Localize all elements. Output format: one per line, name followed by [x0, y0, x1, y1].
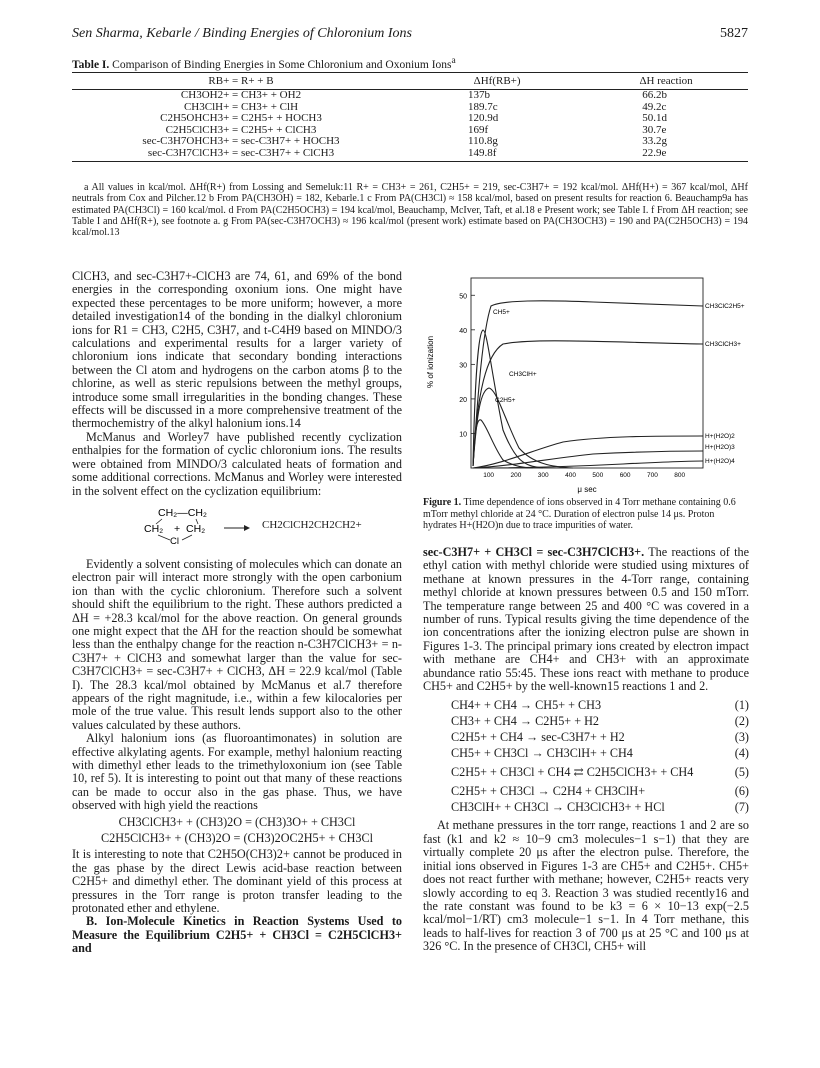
reaction-equation: C2H5+ + CH4 → sec-C3H7+ + H2: [451, 730, 625, 745]
table-row: [72, 90, 748, 102]
figure-caption: [423, 497, 749, 532]
y-ticks: [459, 293, 475, 438]
cyclization-scheme: [72, 502, 402, 554]
x-tick-label: 300: [537, 472, 549, 479]
x-tick-label: 400: [565, 472, 576, 479]
x-axis-unit: μ sec: [577, 485, 597, 494]
x-tick-label: 700: [646, 472, 658, 479]
figure-label: Figure 1.: [423, 497, 462, 508]
figure-caption-text: Time dependence of ions observed in 4 Torr methane containing 0.6 mTorr methyl chloride at 24 °C. Duration of electron pulse 14 μs. Proton hydrates H+(H2O)n due to trace impurities of water.: [423, 497, 736, 531]
table-cell: CH3OH2+ = CH3+ + OH2: [180, 89, 302, 101]
reaction-equation: C2H5+ + CH3Cl + CH4 ⇄ C2H5ClCH3+ + CH4: [451, 765, 694, 780]
paragraph: At methane pressures in the torr range, reactions 1 and 2 are so fast (k1 and k2 ≈ 10−9 cm3 molecules−1 s−1) that they are virtually complete 20 μs after the electron pulse. Therefore, the initial ions observed in Figures 1-3 are CH5+ and C2H5+. CH5+ does not react further with methane; however, C2H5+ reacts very slowly according to eq 3. Reaction 3 was studied recently16 and the rate constant was found to be k3 = 6 × 10−13 exp(−2.5 kcal/mol−1/RT) cm3 molecule−1 s−1. In 4 Torr methane, this leads to half-lives for reaction 3 of 700 μs at 25 °C and 100 μs at 326 °C. In the presence of CH3Cl, CH5+ will: [423, 818, 749, 954]
paragraph: ClCH3, and sec-C3H7+-ClCH3 are 74, 61, and 69% of the bond energies in the corresponding oxonium ions. One might have expected these percentages to be more uniform; however, a more detailed investigation14 of the bonding in the dialkyl chloronium ions for R1 = CH3, C2H5, C3H7, and t-C4H9 based on MINDO/3 calculations and experimental results for a larger variety of chloronium ions indicate that secondary bonding interactions between the Cl atom and hydrogens on the carbon atoms β to the chlorine, as well as steric repulsions between the methyl groups, introduce some small irregularities in the bonding changes. These effects will be discussed in a more comprehensive treatment of the thermochemistry of the alkyl halonium ions.14: [72, 269, 402, 431]
y-tick-label: 30: [459, 362, 467, 370]
running-header: [72, 26, 748, 46]
left-column: [72, 270, 402, 956]
table-label: Table I.: [72, 58, 110, 71]
right-column: [423, 546, 749, 954]
reaction-equation: C2H5+ + CH3Cl → C2H4 + CH3ClH+: [451, 784, 646, 799]
table-row: [72, 136, 748, 148]
label-ch3clch3: CH3ClCH3+: [705, 341, 741, 348]
equation: CH3ClCH3+ + (CH3)2O = (CH3)3O+ + CH3Cl: [118, 814, 356, 829]
paragraph: It is interesting to note that C2H5O(CH3)2+ cannot be produced in the gas phase by the direct Lewis acid-base reaction between C2H5+ and dimethyl ether. The dominant yield of this process at pressures in the Torr range is proton transfer leading to the protonated ether and ethylene.: [72, 847, 402, 916]
table-footnote: a All values in kcal/mol. ΔHf(R+) from Lossing and Semeluk:11 R+ = CH3+ = 261, C2H5+ = 219, sec-C3H7+ = 192 kcal/mol. ΔHf(H+) = 367 kcal/mol, ΔHf neutrals from Cox and Pilcher.12 b From PA(CH3OH) = 182, Kebarle.1 c From PA(CH3Cl) ≈ 158 kcal/mol, based on present results for reaction 6. Beauchamp9a has estimated PA(CH3Cl) = 160 kcal/mol. d From PA(C2H5OCH3) = 194 kcal/mol, Beauchamp, McIver, Taft, et al.18 e Present work; see Table I. f From ΔH reaction; see Table I and ΔHf(R+), see footnote a. g From PA(sec-C3H7OCH3) ≈ 196 kcal/mol (present work) estimate based on PA(CH3OCH3) = 190 and PA(C2H5OCH3) = 194 kcal/mol.13: [72, 182, 748, 239]
y-tick-label: 50: [459, 293, 467, 301]
reaction-number: (4): [734, 746, 749, 761]
page-number: 5827: [720, 26, 748, 41]
reaction-number: (1): [734, 698, 749, 713]
reaction: [423, 713, 749, 729]
y-tick-label: 40: [459, 327, 467, 335]
table-header-row: [72, 73, 748, 90]
open-chain-ion: CH2ClCH2CH2CH2+: [262, 518, 362, 531]
curve-ch3clh: [473, 388, 573, 468]
reaction: [423, 799, 749, 815]
reaction-number: (5): [734, 765, 749, 780]
label-h3o2: H+(H2O)2: [705, 433, 735, 440]
table-caption-text: Comparison of Binding Energies in Some Chloronium and Oxonium Ions: [112, 58, 452, 71]
y-axis-label: % of ionization: [426, 335, 435, 388]
reaction: [423, 761, 749, 783]
reaction-number: (2): [734, 714, 749, 729]
y-tick-label: 20: [459, 396, 467, 404]
svg-text:CH₂—CH₂: CH₂—CH₂: [158, 506, 207, 519]
reaction: [423, 745, 749, 761]
table-cell: 110.8g: [468, 135, 498, 147]
table-cell: 22.9e: [584, 148, 748, 162]
table-cell: 169f: [468, 123, 489, 136]
table-cell: 30.7e: [642, 123, 667, 136]
table-cell: 49.2c: [642, 100, 667, 113]
reaction-list: [423, 697, 749, 815]
table-row: [72, 113, 748, 125]
label-ch3clh: CH3ClH+: [509, 371, 537, 378]
x-tick-label: 600: [619, 472, 631, 479]
label-c2h5: C2H5+: [495, 397, 516, 404]
journal-header: Sen Sharma, Kebarle / Binding Energies of Chloronium Ions: [72, 26, 412, 41]
table-header: RB+ = R+ + B: [72, 73, 410, 90]
svg-text:Cl: Cl: [170, 535, 179, 547]
table-header: ΔHf(RB+): [410, 73, 584, 90]
table-cell: 120.9d: [468, 112, 499, 124]
x-tick-label: 200: [510, 472, 522, 479]
table-cell: C2H5ClCH3+ = C2H5+ + ClCH3: [165, 123, 317, 136]
table-caption: [72, 55, 456, 71]
paragraph: [423, 546, 749, 693]
reaction-number: (3): [734, 730, 749, 745]
table-cell: 33.2g: [642, 135, 667, 147]
table-cell: CH3ClH+ = CH3+ + ClH: [183, 100, 299, 113]
reaction-number: (6): [734, 784, 749, 799]
reaction: [423, 697, 749, 713]
label-h4o4: H+(H2O)4: [705, 458, 735, 465]
table-cell: C2H5OHCH3+ = C2H5+ + HOCH3: [160, 112, 322, 124]
x-tick-label: 500: [592, 472, 604, 479]
label-c2h5clc2h5: CH3ClC2H5+: [705, 303, 745, 310]
svg-text:+: +: [174, 522, 181, 535]
section-heading-cont: sec-C3H7+ + CH3Cl = sec-C3H7ClCH3+.: [423, 545, 645, 559]
reaction-equation: CH3+ + CH4 → C2H5+ + H2: [451, 714, 600, 729]
y-tick-label: 10: [459, 431, 467, 439]
figure-1-plot: [423, 270, 749, 495]
equation: C2H5ClCH3+ + (CH3)2O = (CH3)2OC2H5+ + CH3Cl: [100, 831, 374, 846]
table-cell: sec-C3H7OHCH3+ = sec-C3H7+ + HOCH3: [142, 135, 340, 147]
table-row: [72, 148, 748, 162]
table-cell: 50.1d: [642, 112, 667, 124]
x-ticks: [483, 472, 685, 479]
reaction: [423, 783, 749, 799]
svg-text:CH₂: CH₂: [144, 522, 164, 535]
table-cell: 189.7c: [468, 100, 498, 113]
binding-energy-table: [72, 72, 748, 162]
paragraph-text: The reactions of the ethyl cation with methyl chloride were studied using mixtures of methane at known pressures in the 4-Torr range, containing methyl chloride at known pressures between 0.5 and 150 mTorr. The temperature range between 25 and 400 °C was covered in a number of runs. Typical results giving the time dependence of the ion concentrations after the ionizing electron pulse are shown in Figures 1-3. The principal primary ions created by electron impact with methane are CH4+ and CH3+ with an approximate abundance ratio 55:45. These ions react with methane to produce CH5+ and C2H5+ by the well-known15 reactions 1 and 2.: [423, 545, 749, 694]
table-cell: 66.2b: [642, 89, 667, 101]
svg-text:CH₂: CH₂: [186, 522, 206, 535]
reaction-equation: CH5+ + CH3Cl → CH3ClH+ + CH4: [451, 746, 633, 761]
reaction-equation: CH4+ + CH4 → CH5+ + CH3: [451, 698, 602, 713]
paragraph: Evidently a solvent consisting of molecules which can donate an electron pair will interact more strongly with the open carbonium ion than with the cyclic chloronium. Therefore such a solvent should shift the equilibrium to the right. These authors predicted a ΔH = +28.3 kcal/mol for the above reaction. On general grounds one might expect that the ΔH for the reaction should be somewhat less than the enthalpy change for the reaction n-C3H7ClCH3+ = n-C3H7+ + ClCH3 and somewhat larger than the value for sec-C3H7ClCH3+ = sec-C3H7+ + ClCH3, ΔH = 22.9 kcal/mol (Table I). The 28.3 kcal/mol obtained by McManus et al.7 therefore appears of the right magnitude, i.e., within a few kilocalories per mole of the true value. This result lends support also to the other values calculated by these authors.: [72, 556, 402, 732]
paragraph: Alkyl halonium ions (as fluoroantimonates) in solution are effective alkylating agents. For example, methyl halonium reacting with dimethyl ether leads to the trimethyloxonium ion (see Table 10, ref 5). It is interesting to point out that many of these reactions can be made to occur also in the gas phase. Thus, we have observed with high yield the reactions: [72, 731, 402, 813]
table-cell: 149.8f: [410, 148, 584, 162]
table-cell: 137b: [468, 89, 490, 101]
table-header: ΔH reaction: [584, 73, 748, 90]
table-cell: sec-C3H7ClCH3+ = sec-C3H7+ + ClCH3: [72, 148, 410, 162]
reaction-equation: CH3ClH+ + CH3Cl → CH3ClCH3+ + HCl: [451, 800, 665, 815]
label-ch5: CH5+: [493, 309, 510, 316]
table-caption-sup: a: [451, 55, 456, 66]
label-h3o3: H+(H2O)3: [705, 444, 735, 451]
paragraph: McManus and Worley7 have published recently cyclization enthalpies for the formation of cyclic chloronium ions. The results were obtained from MINDO/3 calculated heats of formation and some additional corrections. McManus and Worley were interested in the solvent effect on the cyclization equilibrium:: [72, 429, 402, 498]
reaction-number: (7): [734, 800, 749, 815]
x-tick-label: 100: [483, 472, 495, 479]
section-heading: B. Ion-Molecule Kinetics in Reaction Systems Used to Measure the Equilibrium C2H5+ + CH3Cl = C2H5ClCH3+ and: [72, 914, 402, 956]
reaction: [423, 729, 749, 745]
x-tick-label: 800: [674, 472, 686, 479]
